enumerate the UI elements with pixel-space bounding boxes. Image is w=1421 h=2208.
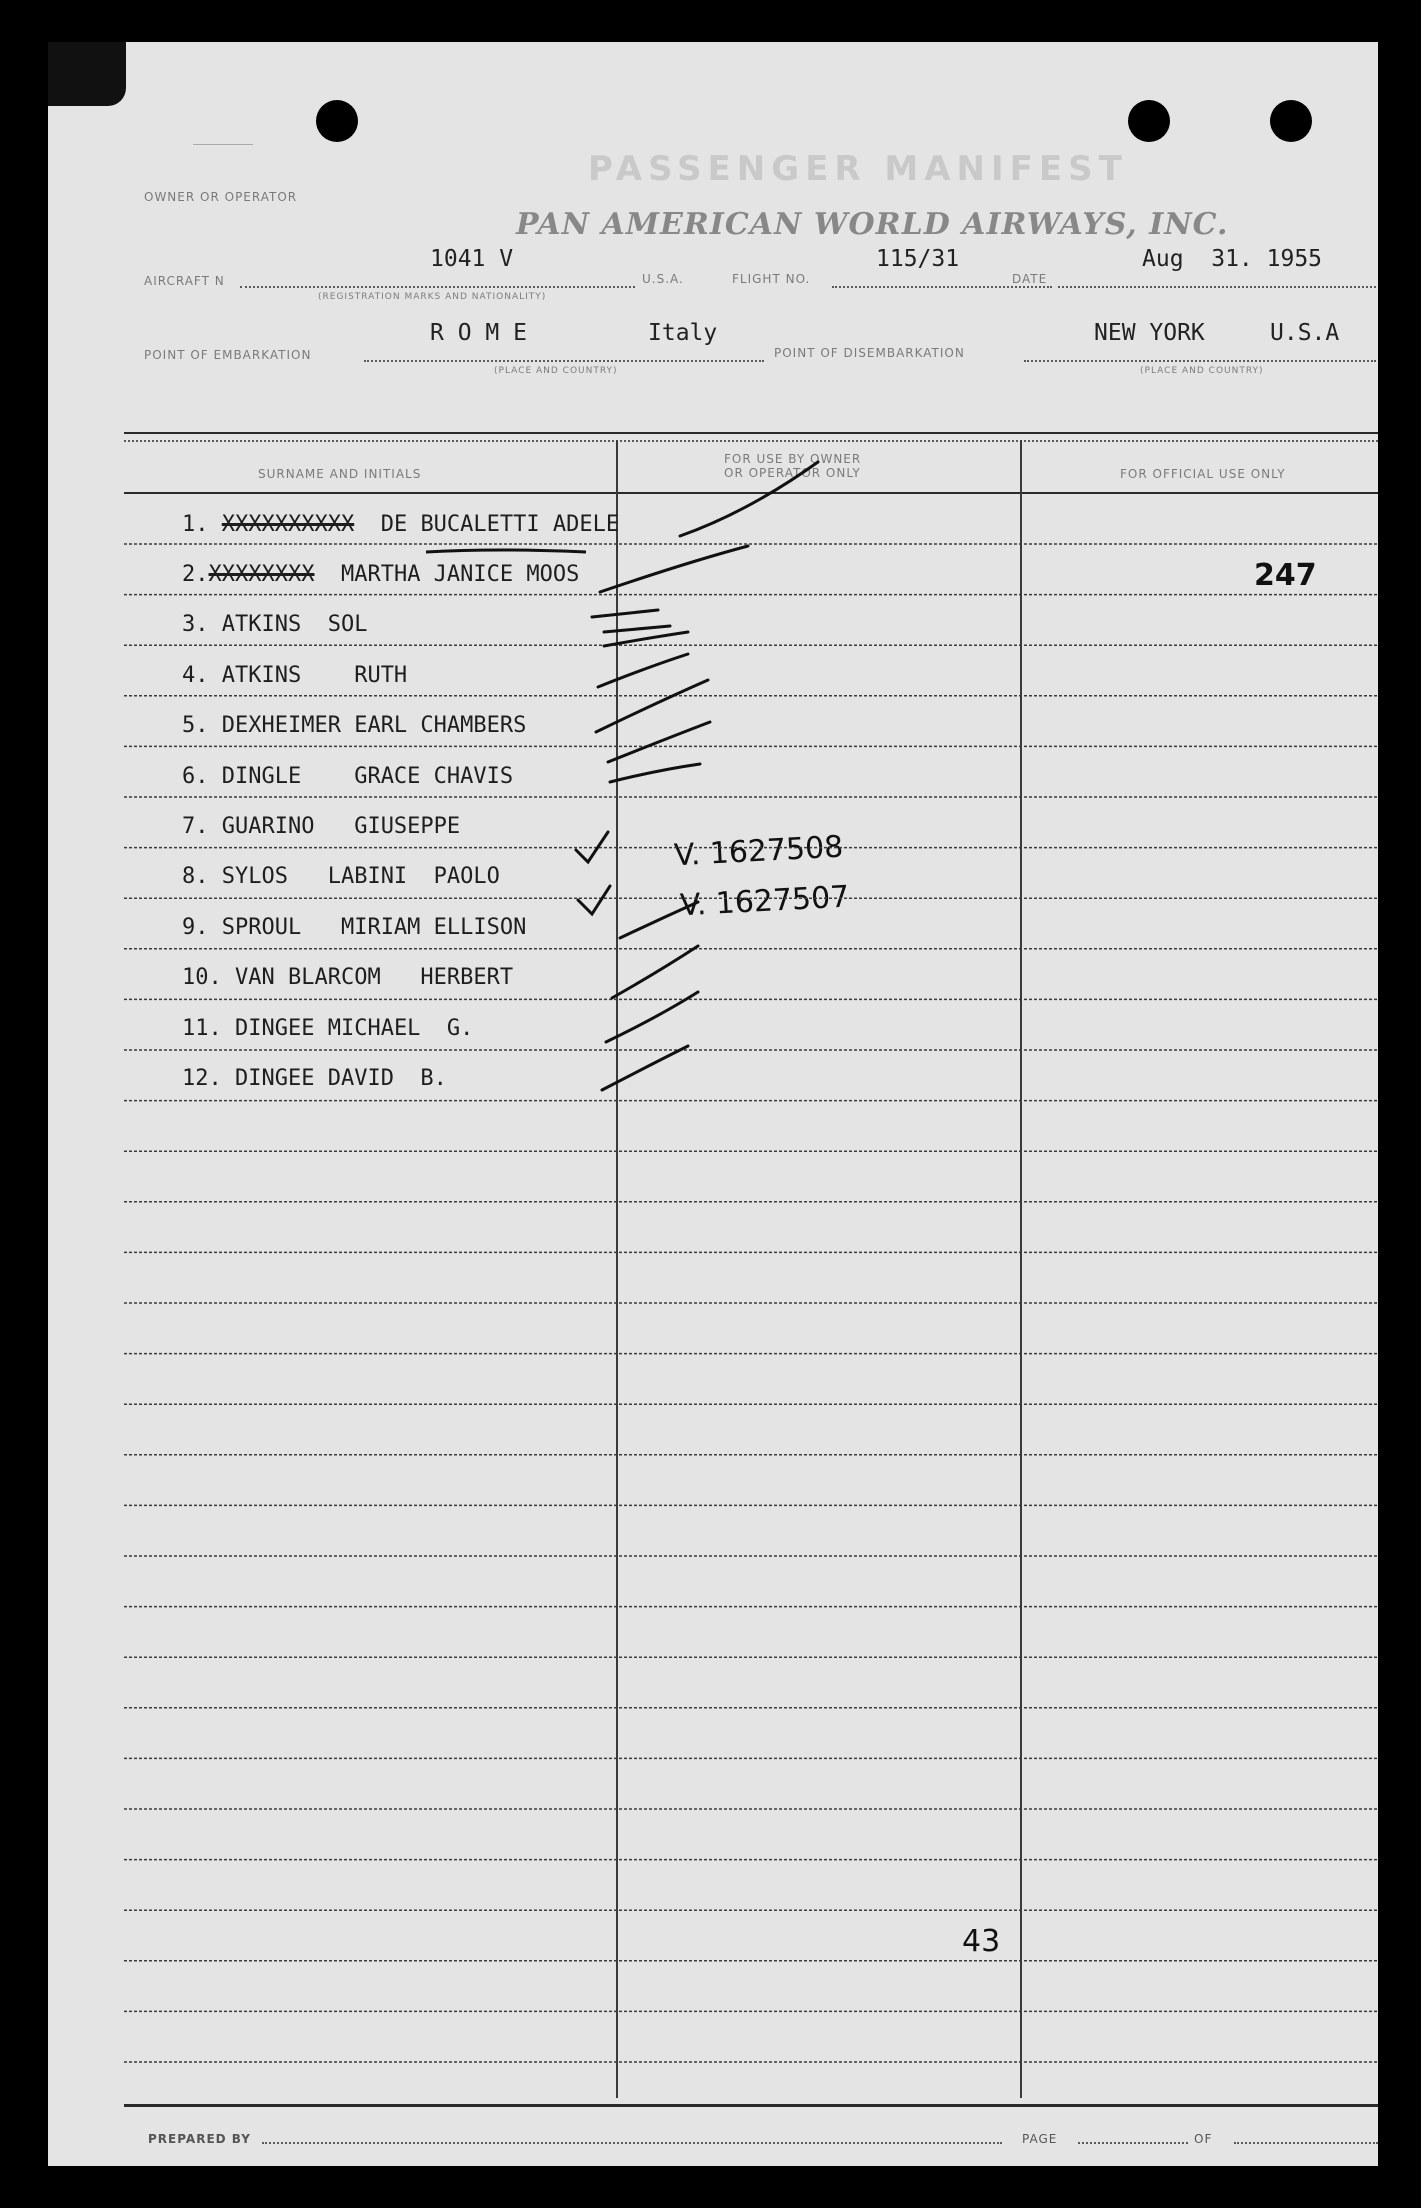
registration-note: (REGISTRATION MARKS AND NATIONALITY) [318,292,547,302]
date-label: DATE [1012,272,1048,286]
embarkation-label: POINT OF EMBARKATION [144,348,312,362]
place-note-left: (PLACE AND COUNTRY) [494,366,618,376]
check-row-10 [612,946,698,998]
page-label: PAGE [1022,2132,1058,2146]
owner-label: OWNER OR OPERATOR [144,190,298,204]
manifest-sheet [48,42,1378,2166]
check-row-3-a [592,610,658,617]
aircraft-value: 1041 V [430,246,514,272]
passenger-row-2: 2.XXXXXXXX MARTHA JANICE MOOS [182,562,580,587]
passenger-row-8: 8. SYLOS LABINI PAOLO [182,864,500,889]
prepared-by-label: PREPARED BY [148,2132,251,2146]
check-row-12 [602,1046,688,1090]
passenger-row-5: 5. DEXHEIMER EARL CHAMBERS [182,713,527,738]
check-row-5-a [596,680,708,732]
form-lines-and-checkmarks [48,42,1378,2166]
passenger-row-10: 10. VAN BLARCOM HERBERT [182,965,514,990]
date-value: Aug 31. 1955 [1142,246,1323,272]
check-row-3-b [604,626,670,632]
official-number: 247 [1254,558,1317,593]
passenger-row-9: 9. SPROUL MIRIAM ELLISON [182,915,527,940]
check-row-6 [610,764,700,782]
col-header-surname: SURNAME AND INITIALS [258,467,422,481]
flight-value: 115/31 [876,246,960,272]
check-row-4 [598,654,688,687]
embark-place: R O M E [430,320,527,346]
disembark-country: U.S.A [1270,320,1340,346]
passenger-row-7: 7. GUARINO GIUSEPPE [182,814,461,839]
underline-row-1 [426,550,586,552]
struck-text: XXXXXXXX [208,562,315,587]
col-header-official: FOR OFFICIAL USE ONLY [1120,467,1286,481]
passenger-row-12: 12. DINGEE DAVID B. [182,1066,447,1091]
check-row-5-b [608,722,710,762]
airline-name: PAN AMERICAN WORLD AIRWAYS, INC. [516,207,1229,242]
usa-label: U.S.A. [642,272,684,286]
col-header-operator-1: FOR USE BY OWNER [724,452,862,466]
handwritten-page-note: 43 [962,1924,1001,1959]
embark-country: Italy [648,320,718,346]
disembarkation-label: POINT OF DISEMBARKATION [774,346,965,360]
tick-row-8 [578,886,610,914]
passenger-row-1: 1. XXXXXXXXXX DE BUCALETTI ADELE [182,512,620,537]
struck-text: XXXXXXXXXX [221,512,355,537]
check-row-1 [680,462,818,536]
passenger-row-6: 6. DINGLE GRACE CHAVIS [182,764,514,789]
check-row-9 [620,902,698,938]
of-label: OF [1194,2132,1213,2146]
check-row-2 [600,546,748,592]
col-header-operator-2: OR OPERATOR ONLY [724,466,861,480]
flight-label: FLIGHT NO. [732,272,811,286]
visa-number-row-7: V. 1627508 [673,829,845,874]
form-title: PASSENGER MANIFEST [588,149,1128,189]
check-row-3-c [604,632,688,646]
aircraft-label: AIRCRAFT N [144,274,225,288]
passenger-row-11: 11. DINGEE MICHAEL G. [182,1016,474,1041]
passenger-row-4: 4. ATKINS RUTH [182,663,408,688]
visa-number-row-8: V. 1627507 [679,879,851,924]
passenger-row-3: 3. ATKINS SOL [182,612,368,637]
disembark-place: NEW YORK [1094,320,1205,346]
place-note-right: (PLACE AND COUNTRY) [1140,366,1264,376]
